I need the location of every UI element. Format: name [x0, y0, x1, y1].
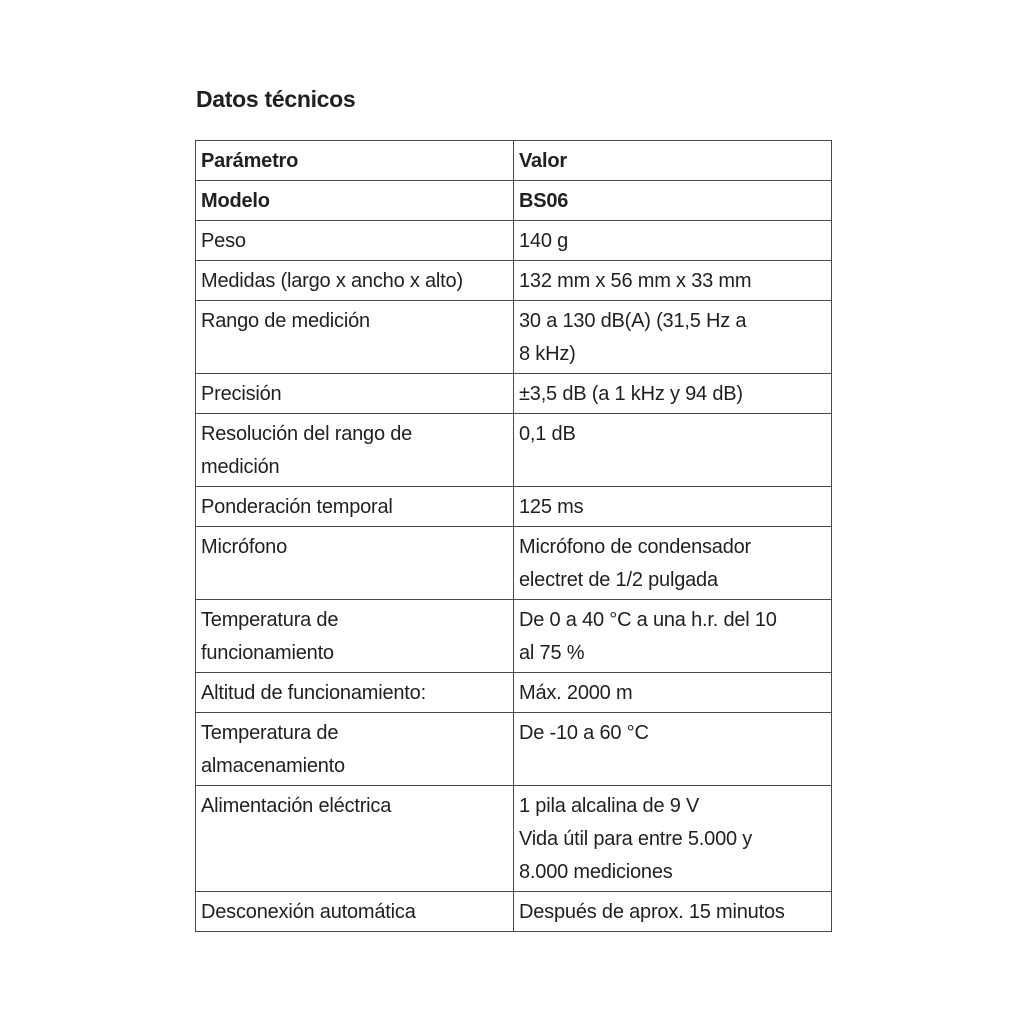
technical-data-table — [195, 140, 832, 932]
parameter-cell-line: Desconexión automática — [201, 901, 416, 923]
table-row — [196, 374, 832, 414]
value-cell — [514, 600, 832, 673]
parameter-cell-line: Alimentación eléctrica — [201, 795, 392, 817]
parameter-cell — [196, 527, 514, 600]
parameter-cell-line: Peso — [201, 230, 246, 252]
value-cell-line: al 75 % — [519, 642, 585, 664]
page-title: Datos técnicos — [196, 86, 356, 112]
table-row — [196, 181, 832, 221]
parameter-cell — [196, 713, 514, 786]
parameter-cell — [196, 487, 514, 527]
parameter-cell-line: Temperatura de — [201, 722, 339, 744]
header-parameter: Parámetro — [196, 141, 514, 181]
parameter-cell — [196, 221, 514, 261]
table-row — [196, 261, 832, 301]
parameter-cell-line: Micrófono — [201, 536, 288, 558]
value-cell — [514, 527, 832, 600]
value-cell-line: Máx. 2000 m — [519, 682, 633, 704]
parameter-cell-line: Altitud de funcionamiento: — [201, 682, 426, 704]
parameter-cell — [196, 673, 514, 713]
table-row — [196, 786, 832, 892]
value-cell-line: Micrófono de condensador — [519, 536, 752, 558]
parameter-cell-line: Temperatura de — [201, 609, 339, 631]
value-cell-line: Vida útil para entre 5.000 y — [519, 828, 753, 850]
table-row — [196, 527, 832, 600]
parameter-cell — [196, 414, 514, 487]
parameter-cell-line: Modelo — [201, 190, 270, 212]
parameter-cell-line: funcionamiento — [201, 642, 334, 664]
parameter-cell-line: Ponderación temporal — [201, 496, 393, 518]
parameter-cell — [196, 892, 514, 932]
parameter-cell — [196, 374, 514, 414]
value-cell-line: 132 mm x 56 mm x 33 mm — [519, 270, 752, 292]
value-cell-line: 140 g — [519, 230, 569, 252]
value-cell — [514, 261, 832, 301]
value-cell-line: 8.000 mediciones — [519, 861, 673, 883]
parameter-cell — [196, 786, 514, 892]
value-cell-line: 30 a 130 dB(A) (31,5 Hz a — [519, 310, 747, 332]
table-row — [196, 487, 832, 527]
value-cell-line: De -10 a 60 °C — [519, 722, 649, 744]
value-cell-line: ±3,5 dB (a 1 kHz y 94 dB) — [519, 383, 743, 405]
parameter-cell — [196, 181, 514, 221]
value-cell-line: Después de aprox. 15 minutos — [519, 901, 785, 923]
value-cell-line: De 0 a 40 °C a una h.r. del 10 — [519, 609, 777, 631]
parameter-cell-line: Precisión — [201, 383, 282, 405]
value-cell-line: 8 kHz) — [519, 343, 576, 365]
value-cell — [514, 181, 832, 221]
value-cell-line: BS06 — [519, 190, 569, 212]
value-cell-line: 0,1 dB — [519, 423, 576, 445]
value-cell — [514, 414, 832, 487]
parameter-cell-line: Medidas (largo x ancho x alto) — [201, 270, 463, 292]
parameter-cell — [196, 301, 514, 374]
table-row — [196, 892, 832, 932]
parameter-cell-line: Rango de medición — [201, 310, 370, 332]
table-body — [196, 181, 832, 932]
table-header-row — [196, 141, 832, 181]
value-cell — [514, 487, 832, 527]
table-row — [196, 301, 832, 374]
table-row — [196, 673, 832, 713]
value-cell-line: electret de 1/2 pulgada — [519, 569, 718, 591]
parameter-cell-line: almacenamiento — [201, 755, 345, 777]
parameter-cell — [196, 261, 514, 301]
header-value: Valor — [514, 141, 832, 181]
value-cell — [514, 786, 832, 892]
parameter-cell-line: Resolución del rango de — [201, 423, 413, 445]
table-row — [196, 414, 832, 487]
table-row — [196, 713, 832, 786]
parameter-cell-line: medición — [201, 456, 280, 478]
table-row — [196, 600, 832, 673]
parameter-cell — [196, 600, 514, 673]
value-cell — [514, 374, 832, 414]
value-cell-line: 1 pila alcalina de 9 V — [519, 795, 700, 817]
value-cell — [514, 221, 832, 261]
value-cell-line: 125 ms — [519, 496, 584, 518]
value-cell — [514, 892, 832, 932]
table-row — [196, 221, 832, 261]
value-cell — [514, 673, 832, 713]
value-cell — [514, 301, 832, 374]
value-cell — [514, 713, 832, 786]
